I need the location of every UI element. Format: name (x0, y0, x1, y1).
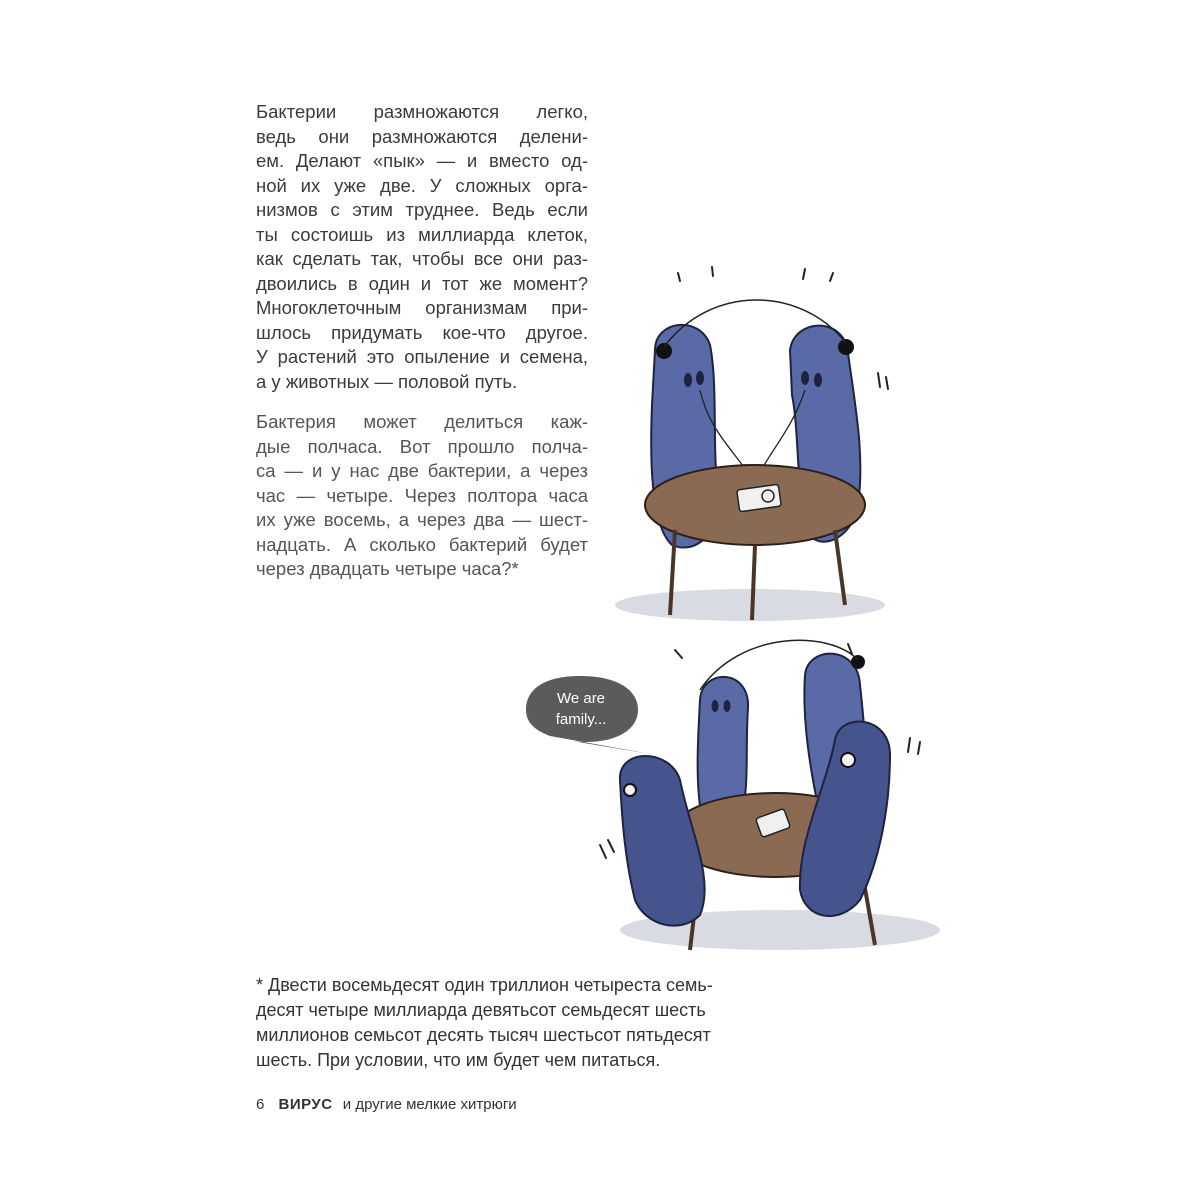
text-line: через двадцать четыре часа?* (256, 558, 519, 579)
text-line: ведь они размножаются делени- (256, 125, 588, 147)
headphone-icon (624, 784, 636, 796)
footnote-line: * Двести восемьдесят один триллион четыреста семь- (256, 975, 713, 995)
eye (814, 373, 822, 387)
page-number: 6 (256, 1096, 265, 1113)
headphone-icon (851, 655, 865, 669)
text-line: шлось придумать кое-что другое. (256, 321, 588, 343)
eye (696, 371, 704, 385)
text-line: час — четыре. Через полтора часа (256, 484, 588, 506)
text-line: как сделать так, чтобы все они раз- (256, 248, 588, 269)
eye (801, 371, 809, 385)
book-title: ВИРУС (278, 1096, 333, 1113)
text-line: ной их уже две. У сложных орга- (256, 174, 588, 196)
bubble-line-1: We are (556, 690, 606, 707)
text-line: Бактерии размножаются легко, (256, 101, 588, 122)
speech-bubble (516, 670, 666, 760)
two-bacteria-illustration (600, 255, 900, 635)
footnote-line: миллионов семьсот десять тысяч шестьсот пятьдесят (256, 1025, 711, 1045)
footnote-line: десят четыре миллиарда девятьсот семьдесят шесть (256, 1000, 706, 1020)
body-paragraph-1 (256, 100, 588, 394)
footnote-line: шесть. При условии, что им будет чем питаться. (256, 1050, 661, 1070)
eye (724, 700, 731, 712)
headphone-icon (838, 339, 854, 355)
creature-front-left (620, 756, 705, 926)
text-line: са — и у нас две бактерии, а через (256, 460, 588, 481)
text-line: ты состоишь из миллиарда клеток, (256, 223, 588, 245)
headphone-icon (656, 343, 672, 359)
text-line: надцать. А сколько бактерий будет (256, 533, 588, 555)
text-line: Бактерия может делиться каж- (256, 411, 588, 432)
body-paragraph-2 (256, 410, 588, 582)
eye (684, 373, 692, 387)
text-line: двоились в один и тот же момент? (256, 272, 588, 294)
book-subtitle: и другие мелкие хитрюги (342, 1096, 517, 1113)
bubble-line-2: family... (555, 711, 607, 728)
text-line: ем. Делают «пык» — и вместо од- (256, 150, 588, 171)
text-line: а у животных — половой путь. (256, 370, 518, 392)
text-line: их уже восемь, а через два — шест- (256, 509, 588, 530)
text-line: низмов с этим труднее. Ведь если (256, 199, 588, 220)
text-line: Многоклеточным организмам при- (256, 297, 588, 318)
headphone-icon (841, 753, 855, 767)
footnote (256, 973, 713, 1073)
text-line: дые полчаса. Вот прошло полча- (256, 435, 588, 457)
text-line: У растений это опыление и семена, (256, 346, 588, 367)
page-footer (256, 1096, 517, 1113)
eye (712, 700, 719, 712)
